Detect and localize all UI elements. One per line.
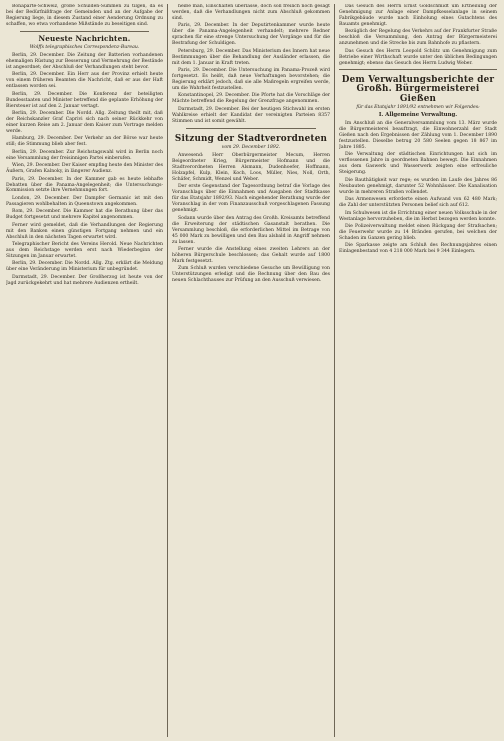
paragraph: Ferner wird gemeldet, daß die Verhandlungen der Regierung mit den Banken einen günstigen Fortgang nehmen und ein Abschluß in den nächsten Tagen erwartet wird.	[6, 222, 163, 240]
section-heading-stadtverordneten: Sitzung der Stadtverordneten	[174, 133, 328, 144]
paragraph: Paris, 29. December. Die Untersuchung im Panama-Prozeß wird fortgesetzt. Es heißt, daß neue Verhaftungen bevorstehen; die Regierung erklärt jedoch, daß sie alle Maßregeln ergreifen werde, um die Wahrheit festzustellen.	[172, 68, 330, 91]
paragraph: Die Polizeiverwaltung meldet einen Rückgang der Strafsachen; die Feuerwehr wurde zu 14 Bränden gerufen, bei welchen der Schaden im Ganzen gering blieb.	[339, 223, 497, 241]
paragraph: Im Anschluß an die Generalversammlung vom 13. März wurde die Bürgermeisterei beauftragt, die Einwohnerzahl der Stadt Gießen nach den Ergebnissen der Zählung vom 1. December 1890 festzustellen. Dieselbe betrug 20 580 Seelen gegen 18 867 im Jahre 1885.	[339, 121, 497, 151]
column-right	[339, 4, 497, 737]
paragraph: Berlin, 29. December. Die Konferenz der beteiligten Bundesstaaten und Minister betreffend die geplante Erhöhung der Biersteuer ist auf den 2. Januar vertagt.	[6, 91, 163, 109]
paragraph: Berlin, 29. December. Ein Herr aus der Provinz erhielt heute von einem früheren Beamten die Nachricht, daß er aus der Haft entlassen worden sei.	[6, 72, 163, 90]
paragraph: Die Sparkasse zeigte am Schluß des Rechnungsjahres einen Einlagenbestand von 4 218 000 Mark bei 9 344 Einlegern.	[339, 243, 497, 255]
paragraph: Paris, 29. December. In der Deputirtenkammer wurde heute über die Panama-Angelegenheit verhandelt; mehrere Redner sprachen für eine strenge Untersuchung der Vorgänge und für die Bestrafung der Schuldigen.	[172, 23, 330, 47]
paragraph: Telegraphischer Bericht des Vereins Herold. Neue Nachrichten aus dem Reichstage werden erst nach Wiederbeginn der Sitzungen im Januar erwartet.	[6, 242, 163, 260]
paragraph: Wien, 29. December. Der Kaiser empfing heute den Minister des Äußern, Grafen Kalnoky, in längerer Audienz.	[6, 163, 163, 175]
paragraph: Das Gesuch des Herrn Ernst Goldschmidt um Ertheilung der Genehmigung zur Anlage einer Dampfkesselanlage in seinem Fabrikgebäude wurde nach Einholung eines Gutachtens des Bauamts genehmigt.	[339, 4, 497, 27]
paragraph: Darmstadt, 29. December. Der Großherzog ist heute von der Jagd zurückgekehrt und hat mehrere Audienzen ertheilt.	[6, 274, 163, 286]
section-subheading: für das Etatsjahr 1891/92 entnehmen wir Folgendes:	[356, 105, 480, 111]
paragraph: Das Armenwesen erforderte einen Aufwand von 62 480 Mark; die Zahl der unterstützten Personen belief sich auf 612.	[339, 197, 497, 209]
paragraph: Die Verwaltung der städtischen Einrichtungen hat sich im verflossenen Jahre in geordneten Bahnen bewegt. Die Einnahmen aus dem Gaswerk und Wasserwerk zeigten eine erfreuliche Steigerung.	[339, 152, 497, 176]
divider	[20, 31, 149, 32]
paragraph: Sodann wurde über den Antrag des Großh. Kreisamts betreffend die Erweiterung der städtischen Gasanstalt berathen. Die Versammlung beschloß, die erforderlichen Mittel im Betrage von 45 000 Mark zu bewilligen und den Bau alsbald in Angriff nehmen zu lassen.	[172, 215, 330, 245]
paragraph: Konstantinopel, 29. December. Die Pforte hat die Vorschläge der Mächte betreffend die Regelung der Grenzfrage angenommen.	[172, 93, 330, 105]
paragraph: Paris, 29. December. In der Kammer gab es heute lebhafte Debatten über die Panama-Angelegenheit; die Untersuchungs-Kommission setzte ihre Vernehmungen fort.	[6, 176, 163, 194]
divider	[186, 128, 316, 129]
paragraph: heiße man, Einschalten überlasse, doch soll freilich noch gesagt werden, daß die Verhandlungen nicht zum Abschluß gekommen sind.	[172, 4, 330, 21]
divider	[339, 69, 497, 70]
paragraph: Die Bauthätigkeit war rege; es wurden im Laufe des Jahres 86 Neubauten genehmigt, darunter 52 Wohnhäuser. Die Kanalisation wurde in mehreren Straßen vollendet.	[339, 177, 497, 195]
paragraph: Anwesend: Herr Oberbürgermeister Mecum, Herren Beigeordneter Krieg, Bürgermeister Hofmann und die Stadtverordneten Herren Alsmann, Dudenhoefer, Hoffmann, Holzapfel, Kulp, Klein, Koch, Loos, Müller, Nies, Noll, Orth, Schäfer, Schmidt, Wenzel und Weber.	[172, 153, 330, 182]
paragraph: Berlin, 29. December. Die Nordd. Allg. Ztg. erklärt die Meldung über eine Veränderung im Ministerium für unbegründet.	[6, 261, 163, 273]
paragraph: Ferner wurde die Anstellung eines zweiten Lehrers an der höheren Bürgerschule beschlossen; das Gehalt wurde auf 1800 Mark festgesetzt.	[172, 246, 330, 264]
paragraph: Der erste Gegenstand der Tagesordnung betraf die Vorlage des Voranschlags über die Einnahmen und Ausgaben der Stadtkasse für das Etatsjahr 1892/93. Nach eingehender Berathung wurde der Voranschlag in der vom Finanzausschuß vorgeschlagenen Fassung genehmigt.	[172, 184, 330, 214]
paragraph: Petersburg, 29. December. Das Ministerium des Innern hat neue Bestimmungen über die Behandlung der Ausländer erlassen, die mit dem 1. Januar in Kraft treten.	[172, 48, 330, 66]
paragraph: Das Gesuch des Herrn Leopold Schütz um Genehmigung zum Betriebe einer Wirthschaft wurde unter den üblichen Bedingungen genehmigt; ebenso das Gesuch des Herrn Ludwig Weber.	[339, 48, 497, 66]
section-heading-neueste: Neueste Nachrichten.	[38, 33, 131, 43]
paragraph: Bezüglich der Regelung des Verkehrs auf der Frankfurter Straße beschloß die Versammlung, den Antrag der Bürgermeisterei anzunehmen und die Strecke bis zum Bahnhofe zu pflastern.	[339, 29, 497, 47]
paragraph: Zum Schluß wurden verschiedene Gesuche um Bewilligung von Unterstützungen erledigt und die Rechnung über den Bau des neuen Schlachthauses zur Prüfung an den Ausschuß verwiesen.	[172, 266, 330, 284]
column-rule	[167, 4, 168, 737]
paragraph: Darmstadt, 29. December. Bei der heutigen Stichwahl im ersten Wahlkreise erhielt der Kandidat der vereinigten Parteien 8357 Stimmen und ist somit gewählt.	[172, 106, 330, 124]
paragraph: Berlin, 29. December. Die Nordd. Allg. Zeitung theilt mit, daß der Reichskanzler Graf Caprivi sich nach seiner Rückkehr von einer kurzen Reise am 2. Januar dem Kaiser zum Vortrage melden werde.	[6, 111, 163, 134]
section-subheading: Wolffs telegraphisches Correspondenz-Bureau.	[29, 45, 140, 51]
column-rule	[334, 4, 335, 737]
paragraph: Im Schulwesen ist die Errichtung einer neuen Volksschule in der Westanlage hervorzuheben, die im Herbst bezogen werden konnte.	[339, 210, 497, 222]
subsection-heading: I. Allgemeine Verwaltung.	[378, 112, 458, 119]
paragraph: Bonaparte-Schweiz, große Schulden-Summen zu tilgen, da es bei der Bedürfnißfrage der Gemeinden und an der Aufgabe der Regierung liege, in diesem Zustand einer Aenderung Ordnung zu schaffen, wo etwa vorhandene Mißstände zu beseitigen sind.	[6, 4, 163, 27]
column-left	[6, 4, 163, 737]
paragraph: Rom, 29. December. Die Kammer hat die Berathung über das Budget fortgesetzt und mehrere Kapitel angenommen.	[6, 209, 163, 221]
paragraph: Berlin, 29. December. Die Zeitung der Batterien vorhandenen ehemaligen Rüstung zur Besserung und Vermehrung der Bestände ist angeordnet; der Abschluß der Verhandlungen steht bevor.	[6, 52, 163, 70]
section-date: vom 29. December 1892.	[221, 145, 281, 151]
section-heading-verwaltungsbericht: Dem Verwaltungsberichte der Großh. Bürgermeisterei Gießen	[341, 74, 495, 104]
paragraph: London, 29. December. Der Dampfer Germanic ist mit den Passagieren wohlbehalten in Queenstown angekommen.	[6, 195, 163, 207]
paragraph: Berlin, 29. December. Zur Reichstagswahl wird in Berlin noch eine Versammlung der freisinnigen Partei einberufen.	[6, 149, 163, 161]
paragraph: Hamburg, 29. December. Der Verkehr an der Börse war heute still; die Stimmung blieb aber fest.	[6, 136, 163, 148]
column-middle	[172, 4, 330, 737]
